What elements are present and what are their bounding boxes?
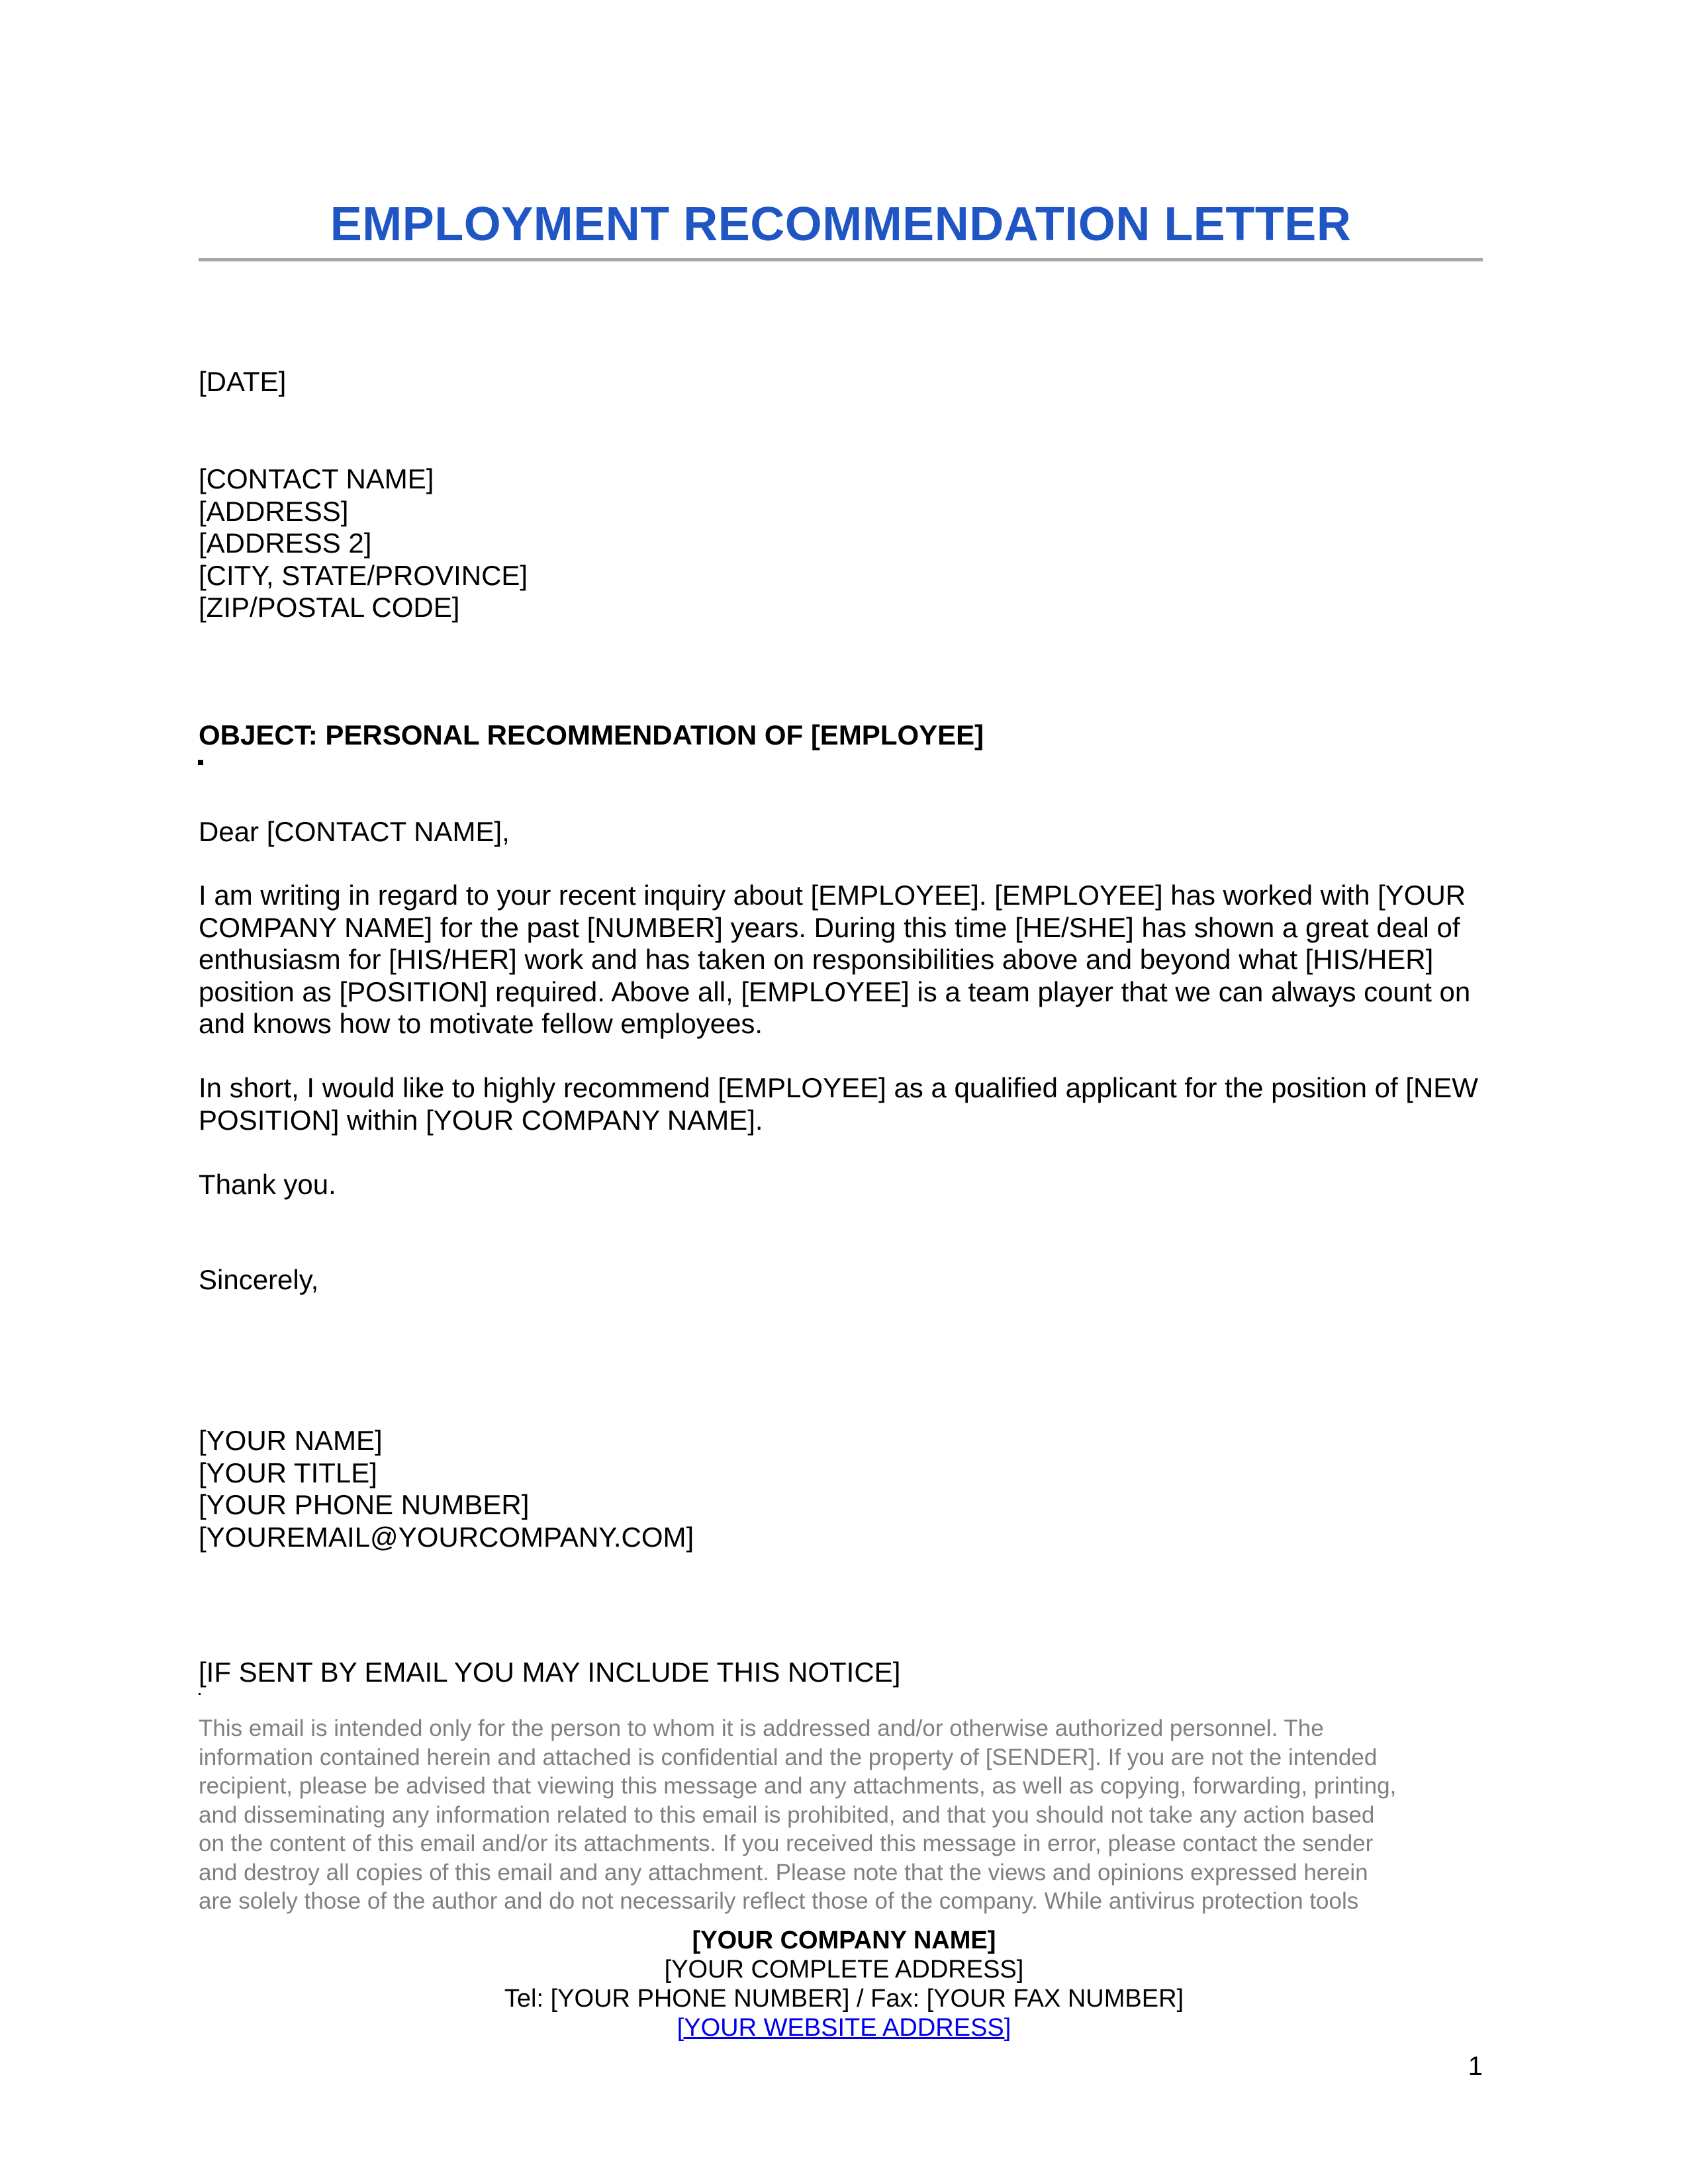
- salutation: [199, 816, 510, 848]
- recipient-address-block: [199, 463, 528, 624]
- body-line: In short, I would like to highly recommend [EMPLOYEE] as a qualified applicant for the position of [NEW: [199, 1072, 1478, 1103]
- document-title: EMPLOYMENT RECOMMENDATION LETTER: [330, 198, 1352, 251]
- notice-line: recipient, please be advised that viewing this message and any attachments, as well as copying, forwarding, printing,: [199, 1773, 1397, 1799]
- signature-title: [YOUR TITLE]: [199, 1457, 377, 1488]
- notice-line: and disseminating any information related to this email is prohibited, and that you should not take any action based: [199, 1801, 1375, 1828]
- body-line: COMPANY NAME] for the past [NUMBER] years. During this time [HE/SHE] has shown a great deal of: [199, 911, 1460, 943]
- salutation-text: Dear [CONTACT NAME],: [199, 816, 510, 847]
- footer-website-link[interactable]: [YOUR WEBSITE ADDRESS]: [677, 2014, 1011, 2042]
- object-line: OBJECT: PERSONAL RECOMMENDATION OF [EMPLOYEE]: [199, 719, 984, 751]
- signature-email: [YOUREMAIL@YOURCOMPANY.COM]: [199, 1521, 694, 1553]
- email-confidentiality-notice: [199, 1714, 1496, 1916]
- notice-line: This email is intended only for the person to whom it is addressed and/or otherwise authorized personnel. The: [199, 1715, 1324, 1741]
- notice-marker: [199, 1693, 201, 1695]
- footer-address: [YOUR COMPLETE ADDRESS]: [664, 1956, 1024, 1983]
- recipient-name: [CONTACT NAME]: [199, 463, 434, 494]
- notice-heading-text: [IF SENT BY EMAIL YOU MAY INCLUDE THIS NOTICE]: [199, 1657, 901, 1688]
- footer-contact: Tel: [YOUR PHONE NUMBER] / Fax: [YOUR FAX NUMBER]: [504, 1985, 1184, 2013]
- date-text: [DATE]: [199, 366, 287, 397]
- body-line: position as [POSITION] required. Above all, [EMPLOYEE] is a team player that we can always count on: [199, 976, 1471, 1007]
- closing-line: [199, 1264, 318, 1297]
- body-line: POSITION] within [YOUR COMPANY NAME].: [199, 1104, 763, 1136]
- recipient-zip: [ZIP/POSTAL CODE]: [199, 592, 460, 623]
- body-paragraph-2: [199, 1072, 1483, 1136]
- recipient-address-2: [ADDRESS 2]: [199, 527, 372, 559]
- notice-line: on the content of this email and/or its attachments. If you received this message in error, please contact the sender: [199, 1831, 1374, 1856]
- footer-company-name: [YOUR COMPANY NAME]: [692, 1927, 996, 1954]
- notice-heading: [199, 1657, 900, 1689]
- page-footer: [0, 1926, 1688, 2042]
- body-line: and knows how to motivate fellow employees.: [199, 1008, 763, 1039]
- closing-text: Sincerely,: [199, 1264, 319, 1295]
- paragraph-marker: [198, 760, 203, 765]
- notice-line: information contained herein and attached is confidential and the property of [SENDER]. If you are not the intended: [199, 1744, 1378, 1770]
- thanks-line: [199, 1169, 336, 1201]
- body-line: enthusiasm for [HIS/HER] work and has taken on responsibilities above and beyond what [HIS/HER]: [199, 944, 1434, 975]
- notice-line: are solely those of the author and do not necessarily reflect those of the company. While antivirus protection tools: [199, 1888, 1359, 1914]
- signature-phone: [YOUR PHONE NUMBER]: [199, 1489, 530, 1520]
- body-paragraph-1: [199, 880, 1483, 1040]
- signature-block: [199, 1425, 694, 1553]
- title-underline-rule: [199, 258, 1483, 261]
- recipient-city-state: [CITY, STATE/PROVINCE]: [199, 559, 528, 591]
- recipient-address: [ADDRESS]: [199, 495, 349, 527]
- body-line: I am writing in regard to your recent inquiry about [EMPLOYEE]. [EMPLOYEE] has worked with [YOUR: [199, 880, 1466, 911]
- page-number: 1: [1468, 2052, 1483, 2081]
- thanks-text: Thank you.: [199, 1169, 336, 1200]
- date-line: [199, 366, 286, 398]
- notice-line: and destroy all copies of this email and any attachment. Please note that the views and opinions expressed herein: [199, 1859, 1368, 1886]
- signature-name: [YOUR NAME]: [199, 1425, 383, 1456]
